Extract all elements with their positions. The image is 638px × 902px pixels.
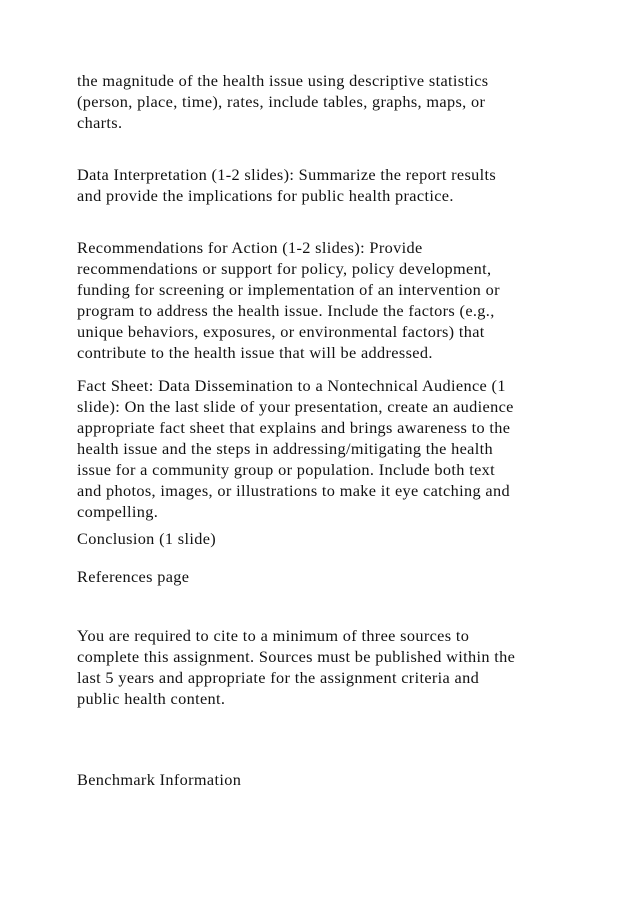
paragraph-recommendations: Recommendations for Action (1-2 slides): Provide recommendations or support for policy, policy development, funding for screening or implementation of an intervention or program to address the health issue. Include the factors (e.g., unique behaviors, exposures, or environmental factors) that contribute to the health issue that will be addressed. — [77, 238, 500, 362]
paragraph-sources: You are required to cite to a minimum of three sources to complete this assignment. Sources must be published within the last 5 years and appropriate for the assignment criteria and public health content. — [77, 626, 516, 708]
paragraph-fact-sheet: Fact Sheet: Data Dissemination to a Nontechnical Audience (1 slide): On the last slide of your presentation, create an audience appropriate fact sheet that explains and brings awareness to the health issue and the steps in addressing/mitigating the health issue for a community group or population. Include both text and photos, images, or illustrations to make it eye catching and compelling. — [77, 376, 514, 521]
paragraph-magnitude: the magnitude of the health issue using descriptive statistics (person, place, time), rates, include tables, graphs, maps, or charts. — [77, 71, 489, 132]
paragraph-data-interpretation: Data Interpretation (1-2 slides): Summarize the report results and provide the implications for public health practice. — [77, 165, 497, 205]
paragraph-references: References page — [77, 567, 190, 586]
paragraph-conclusion: Conclusion (1 slide) — [77, 529, 217, 548]
paragraph-benchmark: Benchmark Information — [77, 770, 242, 789]
